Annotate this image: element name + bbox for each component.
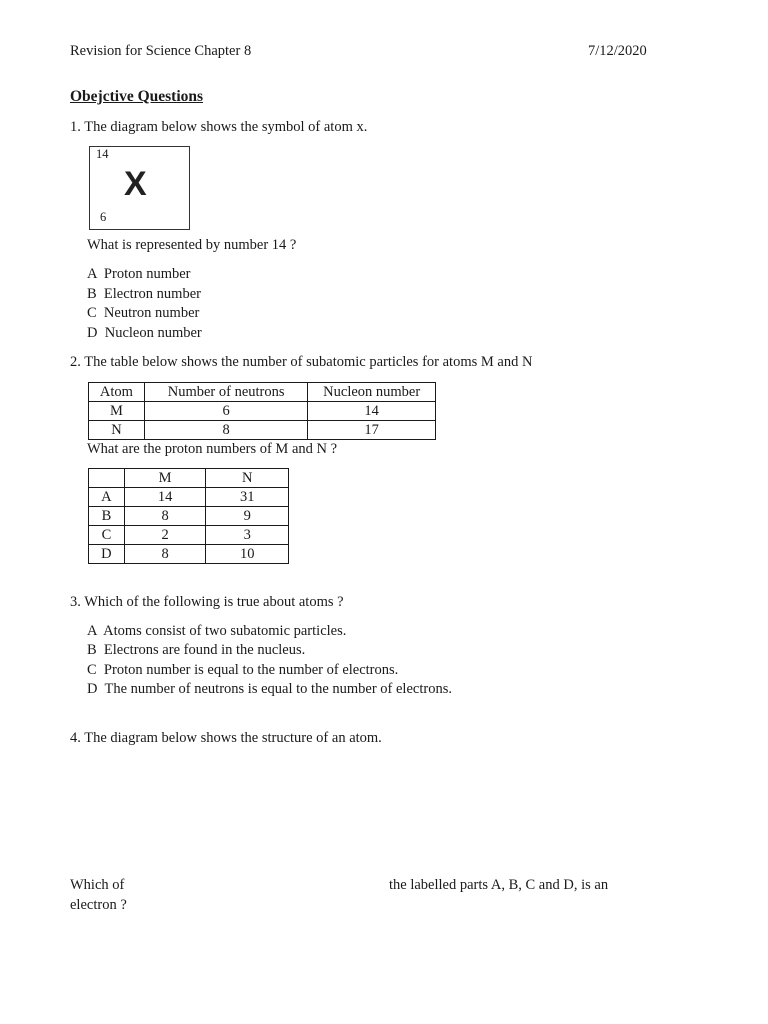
question-4-text-start: Which of — [70, 877, 125, 893]
question-3-stem: 3. Which of the following is true about atoms ? — [70, 594, 344, 610]
table-cell: 14 — [124, 488, 206, 507]
table-cell: D — [89, 545, 125, 564]
question-2-stem: 2. The table below shows the number of subatomic particles for atoms M and N — [70, 354, 533, 370]
table-header-row — [89, 469, 289, 488]
q3-option-d: D The number of neutrons is equal to the number of electrons. — [87, 681, 452, 697]
table-row — [89, 421, 436, 440]
mass-number: 14 — [96, 147, 109, 161]
table-cell: 9 — [206, 507, 289, 526]
table-cell: A — [89, 488, 125, 507]
table-cell: 2 — [124, 526, 206, 545]
table-cell: 17 — [308, 421, 436, 440]
table-cell: 10 — [206, 545, 289, 564]
table-row — [89, 526, 289, 545]
table-row — [89, 402, 436, 421]
header-cell: N — [206, 469, 289, 488]
table-cell: 8 — [144, 421, 307, 440]
element-symbol: X — [124, 165, 147, 203]
question-1-stem: 1. The diagram below shows the symbol of atom x. — [70, 119, 368, 135]
table-header-row — [89, 383, 436, 402]
q1-option-d: D Nucleon number — [87, 325, 202, 341]
document-title: Revision for Science Chapter 8 — [70, 43, 252, 59]
header-cell: Atom — [89, 383, 145, 402]
q1-option-c: C Neutron number — [87, 305, 200, 321]
q1-option-b: B Electron number — [87, 286, 201, 302]
header-cell — [89, 469, 125, 488]
question-2-text: What are the proton numbers of M and N ? — [87, 441, 338, 457]
q1-option-a: A Proton number — [87, 266, 191, 282]
q3-option-c: C Proton number is equal to the number of electrons. — [87, 662, 399, 678]
subatomic-particles-table — [88, 382, 436, 440]
table-row — [89, 545, 289, 564]
table-cell: 8 — [124, 545, 206, 564]
table-cell: M — [89, 402, 145, 421]
question-4-text-end: electron ? — [70, 897, 127, 913]
table-cell: 31 — [206, 488, 289, 507]
question-4-text-continued: the labelled parts A, B, C and D, is an — [389, 877, 609, 893]
q3-option-b: B Electrons are found in the nucleus. — [87, 642, 306, 658]
header-cell: Number of neutrons — [144, 383, 307, 402]
answer-options-table — [88, 468, 289, 564]
table-cell: 6 — [144, 402, 307, 421]
table-cell: 8 — [124, 507, 206, 526]
document-date: 7/12/2020 — [588, 43, 647, 59]
question-4-stem: 4. The diagram below shows the structure of an atom. — [70, 730, 382, 746]
table-cell: 14 — [308, 402, 436, 421]
table-cell: 3 — [206, 526, 289, 545]
section-title: Obejctive Questions — [70, 88, 204, 105]
table-row — [89, 507, 289, 526]
table-cell: B — [89, 507, 125, 526]
table-cell: C — [89, 526, 125, 545]
header-cell: Nucleon number — [308, 383, 436, 402]
table-row — [89, 488, 289, 507]
atomic-number: 6 — [100, 210, 107, 224]
atom-symbol-diagram — [89, 146, 190, 230]
question-1-text: What is represented by number 14 ? — [87, 237, 297, 253]
q3-option-a: A Atoms consist of two subatomic particles. — [87, 623, 347, 639]
table-cell: N — [89, 421, 145, 440]
header-cell: M — [124, 469, 206, 488]
